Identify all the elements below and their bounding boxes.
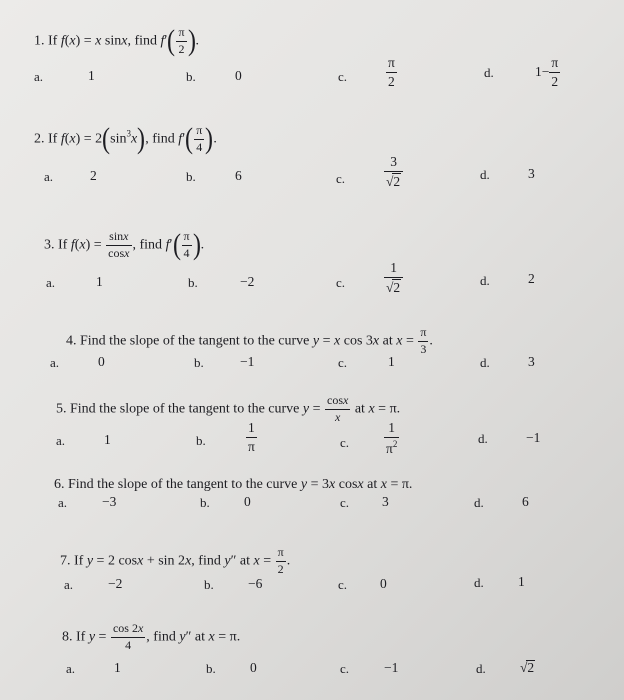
option-c-value[interactable]: 3	[382, 494, 389, 509]
option-b-value[interactable]: $\frac{1}{\pi}$	[248, 420, 255, 454]
question-text: If	[48, 131, 58, 147]
option-b-value[interactable]: −1	[240, 354, 255, 369]
question-number: 2.	[34, 131, 45, 147]
option-b-value[interactable]: −2	[240, 274, 255, 289]
question-number: 7.	[60, 553, 71, 569]
option-c-label: c.	[338, 355, 348, 370]
question-number: 4.	[66, 333, 77, 349]
question-text: If	[48, 33, 58, 49]
question-text: If	[58, 237, 68, 253]
option-a-label: a.	[46, 275, 56, 290]
question-5: 5. Find the slope of the tangent to the curve y = $\frac{\cos x}{x}$ at x = π.	[56, 393, 401, 424]
option-d-value[interactable]: 6	[522, 494, 529, 509]
option-a-label: a.	[44, 169, 54, 184]
option-d-label: d.	[484, 65, 494, 80]
question-text: Find the slope of the tangent to the curve	[68, 477, 298, 492]
question-3: 3. If f(x) = $\frac{\sin x}{\cos x}$ , find f′( $\frac{\pi}{4}$ ).	[44, 228, 205, 262]
option-d-value[interactable]: √2	[520, 660, 535, 675]
question-number: 1.	[34, 33, 45, 49]
question-2: 2. If $f(x) = 2(\sin^3x)$, find f′( $\frac{\pi}{4}$ ).	[34, 122, 217, 156]
option-d-label: d.	[480, 355, 490, 370]
option-d-number: 1	[535, 64, 542, 80]
option-b-label: b.	[200, 495, 210, 510]
option-d-label: d.	[480, 167, 490, 182]
question-text: Find the slope of the tangent to the curve	[80, 333, 310, 349]
question-text: If	[76, 629, 86, 645]
option-a-value[interactable]: 1	[114, 660, 121, 675]
question-4: 4. Find the slope of the tangent to the curve y = x cos 3x at x = $\frac{\pi}{3}$ .	[66, 325, 433, 356]
question-text: at	[367, 477, 378, 492]
question-number: 3.	[44, 237, 55, 253]
option-a-value[interactable]: −2	[108, 576, 123, 591]
option-a-value[interactable]: 2	[90, 168, 97, 183]
question-text: at	[239, 553, 251, 569]
option-c-value[interactable]: 1	[388, 354, 395, 369]
option-c-label: c.	[340, 495, 350, 510]
option-d-label: d.	[478, 431, 488, 446]
option-a-label: a.	[66, 661, 76, 676]
question-text: , find	[127, 33, 158, 49]
option-c-label: c.	[336, 171, 346, 186]
option-d-minus: −	[541, 64, 550, 80]
question-7: 7. If y = 2 cosx + sin 2x, find y″ at x = $\frac{\pi}{2}$ .	[60, 545, 291, 576]
option-b-label: b.	[206, 661, 216, 676]
option-b-value[interactable]: 6	[235, 168, 242, 183]
option-c-label: c.	[340, 661, 350, 676]
option-b-label: b.	[186, 69, 196, 84]
option-c-label: c.	[338, 577, 348, 592]
question-text: , find	[146, 629, 176, 645]
option-d-value[interactable]: −1	[526, 430, 541, 445]
question-number: 5.	[56, 401, 67, 417]
option-d-label: d.	[474, 495, 484, 510]
option-b-label: b.	[194, 355, 204, 370]
question-text: , find	[145, 131, 175, 147]
option-b-label: b.	[186, 169, 196, 184]
question-text: at	[382, 333, 393, 349]
option-a-label: a.	[34, 69, 44, 84]
option-a-value[interactable]: 1	[96, 274, 103, 289]
question-text: If	[74, 553, 84, 569]
option-c-value[interactable]: $\frac{1}{√2}$	[384, 260, 403, 295]
option-b-value[interactable]: −6	[248, 576, 263, 591]
question-text: , find	[191, 553, 221, 569]
option-c-value[interactable]: −1	[384, 660, 399, 675]
option-b-label: b.	[196, 433, 206, 448]
option-a-value[interactable]: 0	[98, 354, 105, 369]
option-d-value[interactable]: 3	[528, 166, 535, 181]
option-a-value[interactable]: 1	[104, 432, 111, 447]
option-b-value[interactable]: 0	[250, 660, 257, 675]
option-c-label: c.	[340, 435, 350, 450]
option-c-value[interactable]: $\frac{3}{√2}$	[384, 154, 403, 189]
option-d-label: d.	[480, 273, 490, 288]
option-b-label: b.	[204, 577, 214, 592]
question-8: 8. If y = $\frac{\cos 2x}{4}$ , find y″ at x = π.	[62, 621, 241, 652]
option-d-label: d.	[476, 661, 486, 676]
option-d-value[interactable]: 3	[528, 354, 535, 369]
option-b-label: b.	[188, 275, 198, 290]
option-d-value[interactable]: 2	[528, 271, 535, 286]
option-b-value[interactable]: 0	[244, 494, 251, 509]
option-d-value[interactable]: 1	[518, 574, 525, 589]
option-a-label: a.	[58, 495, 68, 510]
question-text: at	[354, 401, 365, 417]
option-a-value[interactable]: 1	[88, 68, 95, 83]
question-number: 6.	[54, 477, 65, 492]
option-a-label: a.	[64, 577, 74, 592]
option-c-label: c.	[336, 275, 346, 290]
option-a-label: a.	[56, 433, 66, 448]
option-a-label: a.	[50, 355, 60, 370]
question-1: 1. If f(x) = x sinx, find f′( $\frac{\pi}{2}$ ).	[34, 24, 200, 58]
question-text: Find the slope of the tangent to the curve	[70, 401, 300, 417]
option-c-label: c.	[338, 69, 348, 84]
question-text: , find	[132, 237, 163, 253]
question-text: at	[194, 629, 206, 645]
option-d-label: d.	[474, 575, 484, 590]
option-b-value[interactable]: 0	[235, 68, 242, 83]
question-6: 6. Find the slope of the tangent to the curve y = 3x cosx at x = π.	[54, 477, 413, 492]
option-a-value[interactable]: −3	[102, 494, 117, 509]
option-c-value[interactable]: $\frac{\pi}{2}$	[388, 55, 395, 89]
option-c-value[interactable]: $\frac{1}{\pi^2}$	[386, 420, 398, 456]
option-c-value[interactable]: 0	[380, 576, 387, 591]
option-d-value[interactable]: 1− $\frac{\pi}{2}$	[535, 55, 559, 89]
question-number: 8.	[62, 629, 73, 645]
